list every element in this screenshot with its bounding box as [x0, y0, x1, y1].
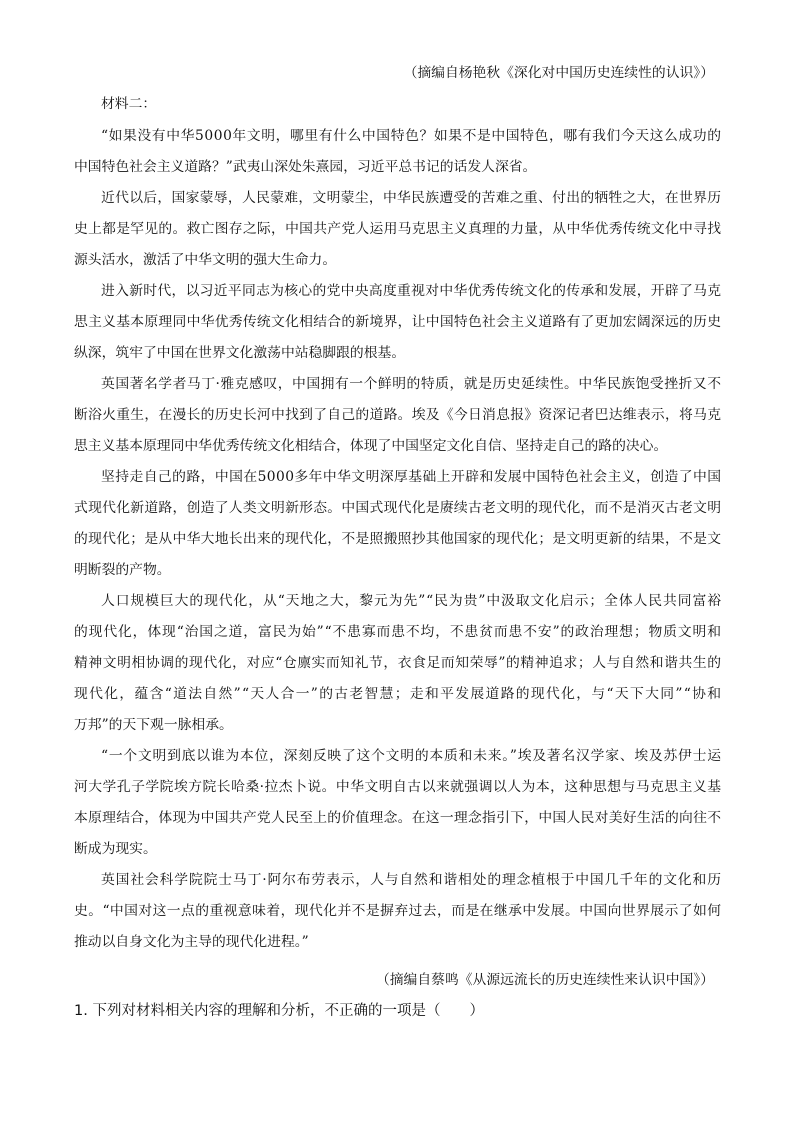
- paragraph-line: 精神文明相协调的现代化，对应“仓廪实而知礼节，衣食足而知荣辱”的精神追求；人与自然和谐共生的: [74, 655, 722, 671]
- paragraph-line: 思主义基本原理同中华优秀传统文化相结合的新境界，让中国特色社会主义道路有了更加宏阔深远的历史: [74, 314, 722, 330]
- paragraph-line: 思主义基本原理同中华优秀传统文化相结合，体现了中国坚定文化自信、坚持走自己的路的决心。: [74, 438, 668, 454]
- material-heading: 材料二：: [101, 96, 157, 112]
- paragraph-line: 人口规模巨大的现代化，从“天地之大，黎元为先”“民为贵”中汲取文化启示；全体人民共同富裕: [101, 593, 722, 609]
- question-text: 1. 下列对材料相关内容的理解和分析，不正确的一项是（ ）: [74, 1003, 484, 1019]
- paragraph-line: “一个文明到底以谁为本位，深刻反映了这个文明的本质和未来。”埃及著名汉学家、埃及苏伊士运: [101, 748, 722, 764]
- paragraph-line: 的现代化；是从中华大地长出来的现代化，不是照搬照抄其他国家的现代化；是文明更新的结果，不是文: [74, 531, 722, 547]
- paragraph-line: “如果没有中华5000年文明，哪里有什么中国特色？如果不是中国特色，哪有我们今天这么成功的: [101, 128, 722, 144]
- paragraph-line: 河大学孔子学院埃方院长哈桑·拉杰卜说。中华文明自古以来就强调以人为本，这种思想与马克思主义基: [74, 779, 722, 795]
- paragraph-line: 断成为现实。: [74, 841, 157, 857]
- paragraph-line: 的现代化，体现“治国之道，富民为始”“不患寡而患不均，不患贫而患不安”的政治理想；物质文明和: [74, 624, 722, 640]
- paragraph-line: 近代以后，国家蒙辱，人民蒙难，文明蒙尘，中华民族遭受的苦难之重、付出的牺牲之大，在世界历: [101, 190, 722, 206]
- paragraph-line: 式现代化新道路，创造了人类文明新形态。中国式现代化是赓续古老文明的现代化，而不是消灭古老文明: [74, 500, 722, 516]
- paragraph-line: 推动以自身文化为主导的现代化进程。”: [74, 934, 309, 950]
- paragraph-line: 源头活水，激活了中华文明的强大生命力。: [74, 252, 337, 268]
- source-citation-top: （摘编自杨艳秋《深化对中国历史连续性的认识》）: [403, 65, 714, 81]
- paragraph-line: 纵深，筑牢了中国在世界文化激荡中站稳脚跟的根基。: [74, 345, 406, 361]
- source-citation-bottom: （摘编自蔡鸣《从源远流长的历史连续性来认识中国》）: [375, 972, 714, 988]
- paragraph-line: 断浴火重生，在漫长的历史长河中找到了自己的道路。埃及《今日消息报》资深记者巴达维表示，将马克: [74, 407, 722, 423]
- paragraph-line: 中国特色社会主义道路？”武夷山深处朱熹园，习近平总书记的话发人深省。: [74, 159, 537, 175]
- paragraph-line: 史。“中国对这一点的重视意味着，现代化并不是摒弃过去，而是在继承中发展。中国向世界展示了如何: [74, 903, 722, 919]
- paragraph-line: 史上都是罕见的。救亡图存之际，中国共产党人运用马克思主义真理的力量，从中华优秀传统文化中寻找: [74, 221, 722, 237]
- paragraph-line: 明断裂的产物。: [74, 562, 171, 578]
- paragraph-line: 进入新时代，以习近平同志为核心的党中央高度重视对中华优秀传统文化的传承和发展，开辟了马克: [101, 283, 722, 299]
- paragraph-line: 英国著名学者马丁·雅克感叹，中国拥有一个鲜明的特质，就是历史延续性。中华民族饱受挫折又不: [101, 376, 722, 392]
- paragraph-line: 现代化，蕴含“道法自然”“天人合一”的古老智慧；走和平发展道路的现代化，与“天下大同”“协和: [74, 686, 723, 702]
- paragraph-line: 英国社会科学院院士马丁·阿尔布劳表示，人与自然和谐相处的理念植根于中国几千年的文化和历: [101, 872, 722, 888]
- paragraph-line: 万邦”的天下观一脉相承。: [74, 717, 233, 733]
- paragraph-line: 坚持走自己的路，中国在5000多年中华文明深厚基础上开辟和发展中国特色社会主义，创造了中国: [101, 469, 722, 485]
- paragraph-line: 本原理结合，体现为中国共产党人民至上的价值理念。在这一理念指引下，中国人民对美好生活的向往不: [74, 810, 722, 826]
